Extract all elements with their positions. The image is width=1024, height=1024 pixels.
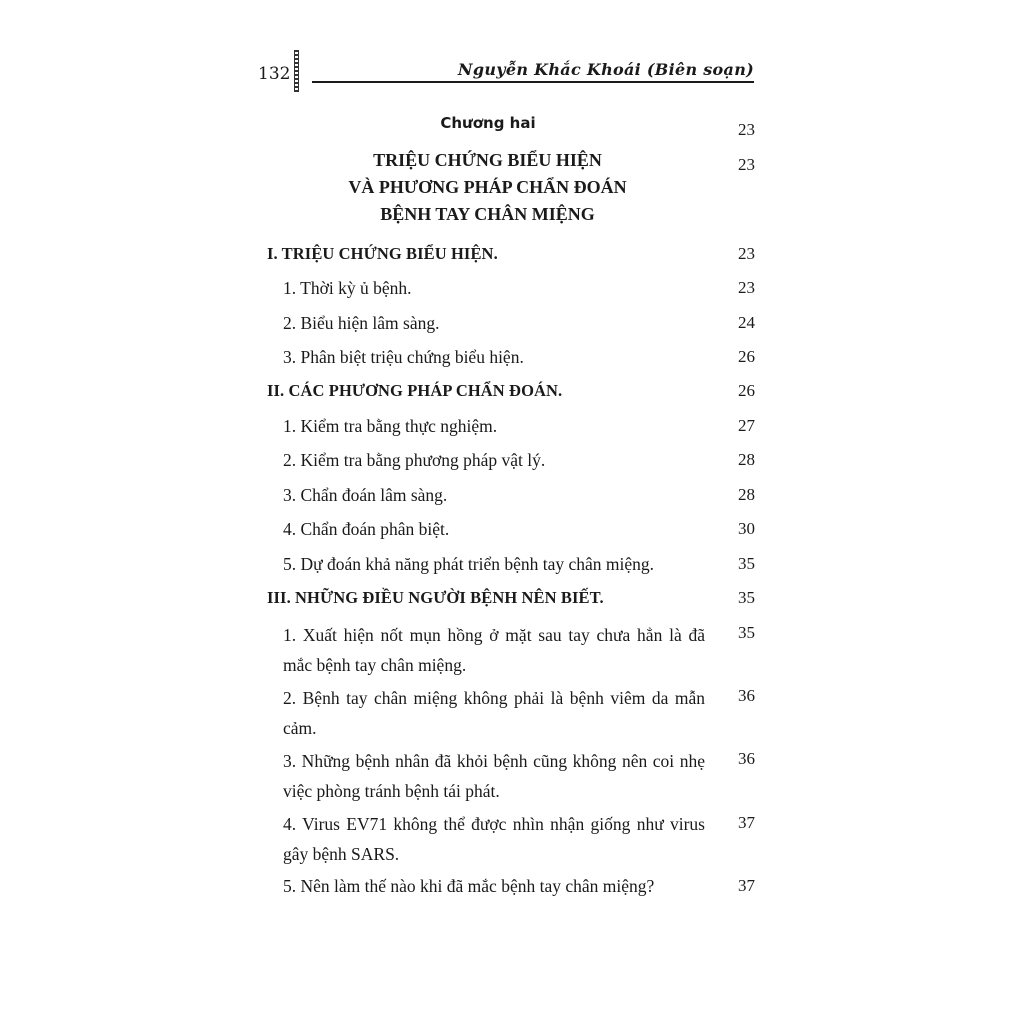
toc-page: 26 xyxy=(738,381,755,400)
toc-page: 23 xyxy=(738,244,755,263)
chapter-title xyxy=(320,147,655,228)
toc-item: 5. Nên làm thế nào khi đã mắc bệnh tay chân miệng? xyxy=(283,876,655,896)
toc-page: 30 xyxy=(738,519,755,538)
toc-page: 35 xyxy=(738,588,755,607)
toc-item: 1. Thời kỳ ủ bệnh. xyxy=(283,278,412,298)
toc-item: 5. Dự đoán khả năng phát triển bệnh tay chân miệng. xyxy=(283,554,655,574)
toc-item: 4. Virus EV71 không thể được nhìn nhận giống như virus gây bệnh SARS. xyxy=(283,814,705,864)
chapter-title-line: TRIỆU CHỨNG BIỂU HIỆN xyxy=(373,150,602,170)
toc-page: 35 xyxy=(738,623,755,642)
toc-item: 1. Xuất hiện nốt mụn hồng ở mặt sau tay chưa hẳn là đã mắc bệnh tay chân miệng. xyxy=(283,625,705,675)
toc-page: 28 xyxy=(738,485,755,504)
toc-page: 24 xyxy=(738,313,755,332)
toc-page: 36 xyxy=(738,686,755,705)
toc-page: 36 xyxy=(738,749,755,768)
toc-page: 35 xyxy=(738,554,755,573)
toc-page: 23 xyxy=(738,278,755,297)
toc-section-title: II. CÁC PHƯƠNG PHÁP CHẨN ĐOÁN. xyxy=(267,381,563,400)
toc-item: 2. Kiểm tra bằng phương pháp vật lý. xyxy=(283,450,546,470)
toc-page: 28 xyxy=(738,450,755,469)
chapter-label-page: 23 xyxy=(738,120,755,139)
toc-section-title: I. TRIỆU CHỨNG BIỂU HIỆN. xyxy=(267,244,498,263)
chapter-label: Chương hai xyxy=(440,114,536,132)
toc-section-title: III. NHỮNG ĐIỀU NGƯỜI BỆNH NÊN BIẾT. xyxy=(267,588,604,607)
toc-item: 1. Kiểm tra bằng thực nghiệm. xyxy=(283,416,498,436)
chapter-title-line: BỆNH TAY CHÂN MIỆNG xyxy=(380,204,595,224)
toc-item: 3. Những bệnh nhân đã khỏi bệnh cũng không nên coi nhẹ việc phòng tránh bệnh tái phát. xyxy=(283,751,705,801)
toc-item: 2. Biểu hiện lâm sàng. xyxy=(283,313,440,333)
header-author: Nguyễn Khắc Khoái (Biên soạn) xyxy=(457,60,754,79)
toc-item: 4. Chẩn đoán phân biệt. xyxy=(283,519,450,539)
chapter-title-line: VÀ PHƯƠNG PHÁP CHẨN ĐOÁN xyxy=(348,177,627,197)
toc-page: 37 xyxy=(738,876,755,895)
toc-page: 26 xyxy=(738,347,755,366)
page-number: 132 xyxy=(258,64,291,84)
toc-page: 27 xyxy=(738,416,755,435)
header-ornament xyxy=(294,50,299,92)
toc-item: 3. Phân biệt triệu chứng biểu hiện. xyxy=(283,347,524,367)
toc-item: 2. Bệnh tay chân miệng không phải là bệnh viêm da mẫn cảm. xyxy=(283,688,705,738)
header-rule xyxy=(312,81,754,83)
chapter-title-page: 23 xyxy=(738,155,755,174)
toc-page: 37 xyxy=(738,813,755,832)
toc-item: 3. Chẩn đoán lâm sàng. xyxy=(283,485,448,505)
